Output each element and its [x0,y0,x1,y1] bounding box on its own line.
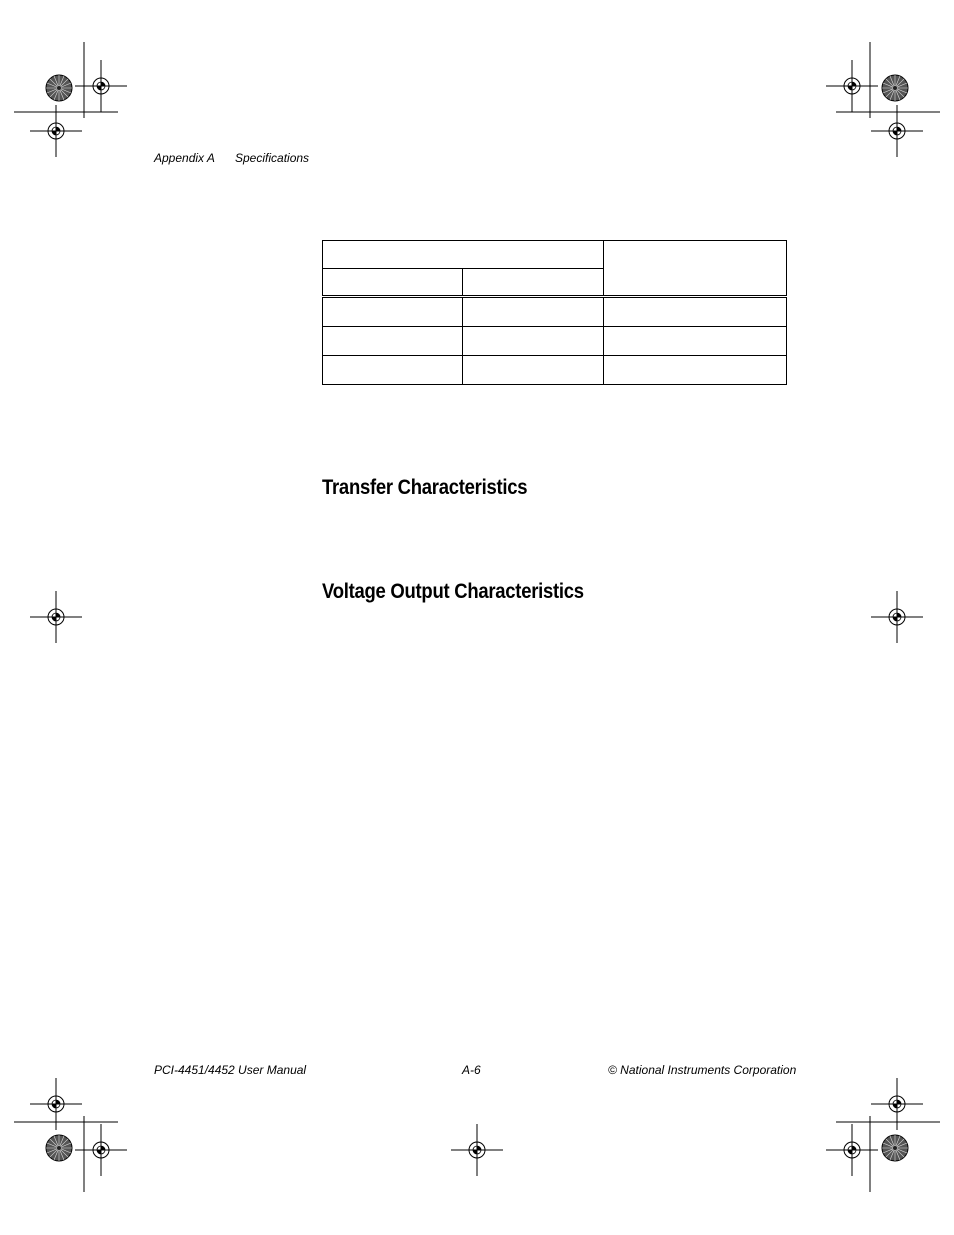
table-side-header [604,241,787,297]
heading-voltage-output-characteristics: Voltage Output Characteristics [322,580,584,603]
table-cell [604,297,787,327]
spec-table [322,240,787,385]
table-cell [463,327,604,356]
footer-page-number: A-6 [462,1063,481,1077]
table-subheader-cell [323,269,463,297]
table-subheader-cell [463,269,604,297]
footer-manual-title: PCI-4451/4452 User Manual [154,1063,307,1077]
table-cell [323,297,463,327]
heading-transfer-characteristics: Transfer Characteristics [322,476,528,499]
table-cell [604,356,787,385]
table-row [323,356,787,385]
table-cell [604,327,787,356]
footer-copyright: © National Instruments Corporation [608,1063,797,1077]
header-chapter: Appendix A [154,151,215,165]
table-cell [463,297,604,327]
table-cell [463,356,604,385]
table-row [323,297,787,327]
table-cell [323,356,463,385]
table-row [323,327,787,356]
table-cell [323,327,463,356]
header-section: Specifications [235,151,310,165]
table-header-row [323,241,787,269]
table-group-header [323,241,604,269]
